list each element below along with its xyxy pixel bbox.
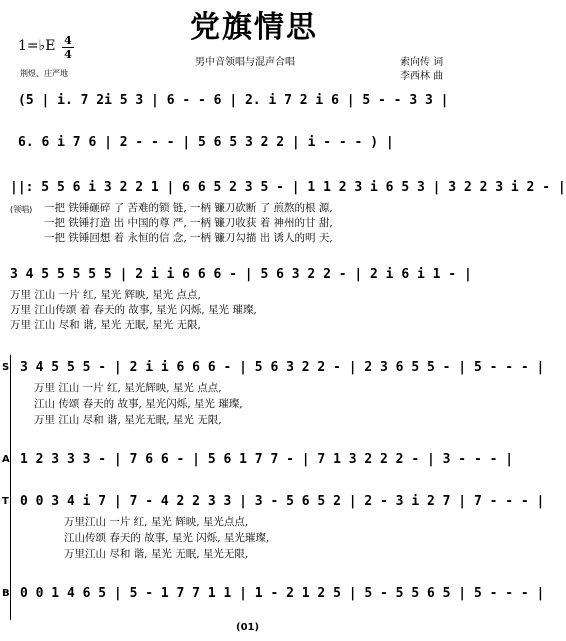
tenor-label: T <box>2 496 9 507</box>
lyric-row-4-verse-1: 万里 江山 一片 红, 星光 辉映, 星光 点点, <box>10 289 201 301</box>
lyric-row-4-verse-3: 万里 江山 尽和 谐, 星光 无眠, 星光 无限, <box>10 319 201 331</box>
soprano-lyric-verse-2: 江山 传颂 春天的 故事, 星光闪烁, 星光 璀璨, <box>34 398 243 410</box>
alto-notes: 1 2 3 3 3 - | 7 6 6 - | 5 6 1 7 7 - | 7 1 3 2 2 2 - | 3 - - - | <box>20 452 514 467</box>
key-signature: 1=♭E <box>18 38 56 54</box>
score-row-3: ||: 5 5 6 i 3 2 2 1 | 6 6 5 2 3 5 - | 1 1 2 3 i 6 5 3 | 3 2 2 3 i 2 - | <box>10 180 566 195</box>
bass-label: B <box>2 588 10 599</box>
soprano-lyric-verse-1: 万里 江山 一片 红, 星光辉映, 星光 点点, <box>34 382 222 394</box>
lyric-row-3-verse-3: 一把 铁锤回想 着 永恒的信 念, 一柄 镰刀勾描 出 诱人的明 天, <box>44 232 333 244</box>
lead-vocal-label: (领唱) <box>10 205 33 214</box>
score-row-1: (5 | i. 7 2i 5 3 | 6 - - 6 | 2. i 7 2 i 6 | 5 - - 3 3 | <box>18 93 449 108</box>
soprano-lyric-verse-3: 万里 江山 尽和 谐, 星光无眠, 星光 无限, <box>34 414 222 426</box>
score-row-2: 6. 6 i 7 6 | 2 - - - | 5 6 5 3 2 2 | i - - - ) | <box>18 135 394 150</box>
time-bottom: 4 <box>64 48 72 61</box>
composer: 李西林 曲 <box>400 71 444 82</box>
lyric-row-4-verse-2: 万里 江山传颂 着 春天的 故事, 星光 闪烁, 星光 璀璨, <box>10 304 257 316</box>
tenor-lyric-verse-1: 万里江山 一片 红, 星光 辉映, 星光点点, <box>64 516 249 528</box>
score-row-4: 3 4 5 5 5 5 5 | 2 i i 6 6 6 - | 5 6 3 2 2 - | 2 i 6 i 1 - | <box>10 267 472 282</box>
soprano-label: S <box>2 362 10 373</box>
page-number: (01) <box>236 622 260 633</box>
time-signature <box>62 35 74 60</box>
tempo-marking: 荆煜、庄严地 <box>20 69 68 78</box>
lyricist: 索向传 词 <box>400 57 444 68</box>
tenor-lyric-verse-2: 江山传颂 春天的 故事, 星光 闪烁, 星光璀璨, <box>64 532 270 544</box>
tenor-lyric-verse-3: 万里江山 尽和 谐, 星光 无眠, 星光无限, <box>64 548 249 560</box>
lyric-row-3-verse-1: 一把 铁锤砸碎 了 苦难的锁 链, 一柄 镰刀砍断 了 煎熬的根 源, <box>44 202 333 214</box>
subtitle: 男中音领唱与混声合唱 <box>195 57 295 68</box>
bass-notes: 0 0 1 4 6 5 | 5 - 1 7 7 1 1 | 1 - 2 1 2 5 | 5 - 5 5 6 5 | 5 - - - | <box>20 586 545 601</box>
lyric-row-3-verse-2: 一把 铁锤打造 出 中国的尊 严, 一柄 镰刀收获 着 神州的甘 甜, <box>44 217 333 229</box>
time-top: 4 <box>64 34 72 47</box>
system-bracket <box>10 355 11 620</box>
soprano-notes: 3 4 5 5 5 - | 2 i i 6 6 6 - | 5 6 3 2 2 - | 2 3 6 5 5 - | 5 - - - | <box>20 360 545 375</box>
page-title: 党旗情思 <box>190 10 318 45</box>
alto-label: A <box>2 454 10 465</box>
tenor-notes: 0 0 3 4 i 7 | 7 - 4 2 2 3 3 | 3 - 5 6 5 2 | 2 - 3 i 2 7 | 7 - - - | <box>20 494 545 509</box>
